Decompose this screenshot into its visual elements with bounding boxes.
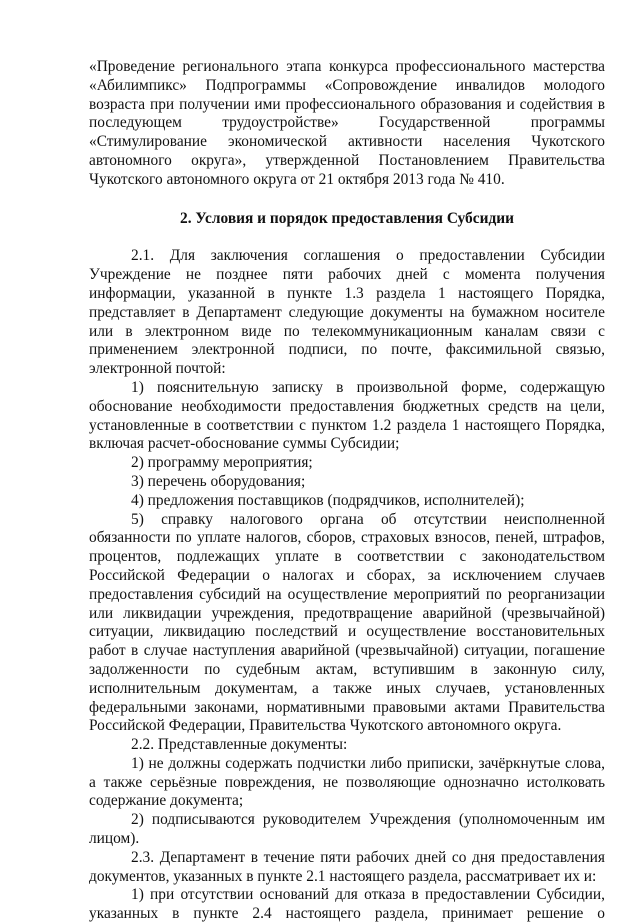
intro-paragraph: «Проведение регионального этапа конкурса профессионального мастерства «Абилимпикс» Подпрограммы «Сопровождение инвалидов молодого возраста при получении ими профессионального образования и содействия в последующем трудоустройстве» Государственной программы «Стимулирование экономической активности населения Чукотского автономного округа», утвержденной Постановлением Правительства Чукотского автономного округа от 21 октября 2013 года № 410. — [89, 58, 605, 188]
list-item-5: 5) справку налогового органа об отсутствии неисполненной обязанности по уплате налогов, сборов, страховых взносов, пеней, штрафов, процентов, подлежащих уплате в соответствии с законодательством Российской Федерации о налогах и сборах, за исключением случаев предоставления субсидий на осуществление мероприятий по реорганизации или ликвидации учреждения, предотвращение аварийной (чрезвычайной) ситуации, ликвидацию последствий и осуществление восстановительных работ в случае наступления аварийной (чрезвычайной) ситуации, погашение задолженности по судебным актам, вступившим в законную силу, исполнительным документам, а также иных случаев, установленных федеральными законами, нормативными правовыми актами Правительства Российской Федерации, Правительства Чукотского автономного округа. — [89, 510, 605, 735]
list-item-2-3-1: 1) при отсутствии оснований для отказа в предоставлении Субсидии, указанных в пункте 2.4 настоящего раздела, принимает решение о — [89, 886, 605, 923]
list-item-1: 1) пояснительную записку в произвольной форме, содержащую обоснование необходимости предоставления бюджетных средств на цели, установленные в соответствии с пунктом 1.2 раздела 1 настоящего Порядка, включая расчет-обоснование суммы Субсидии; — [89, 378, 605, 453]
list-item-2: 2) программу мероприятия; — [131, 454, 313, 472]
list-item-2-2-2: 2) подписываются руководителем Учреждения (уполномоченным им лицом). — [89, 811, 605, 848]
paragraph-2-2: 2.2. Представленные документы: — [131, 736, 348, 754]
section-heading: 2. Условия и порядок предоставления Субсидии — [180, 209, 514, 227]
paragraph-2-3: 2.3. Департамент в течение пяти рабочих дней со дня предоставления документов, указанных в пункте 2.1 настоящего раздела, рассматривает их и: — [89, 848, 605, 885]
list-item-2-2-1: 1) не должны содержать подчистки либо приписки, зачёркнутые слова, а также серьёзные повреждения, не позволяющие однозначно истолковать содержание документа; — [89, 754, 605, 810]
document-page — [89, 58, 605, 924]
list-item-3: 3) перечень оборудования; — [131, 472, 306, 490]
list-item-4: 4) предложения поставщиков (подрядчиков, исполнителей); — [131, 491, 525, 509]
paragraph-2-1: 2.1. Для заключения соглашения о предоставлении Субсидии Учреждение не позднее пяти рабочих дней с момента получения информации, указанной в пункте 1.3 раздела 1 настоящего Порядка, представляет в Департамент следующие документы на бумажном носителе или в электронном виде по телекоммуникационным каналам связи с применением электронной подписи, по почте, факсимильной связью, электронной почтой: — [89, 247, 605, 378]
